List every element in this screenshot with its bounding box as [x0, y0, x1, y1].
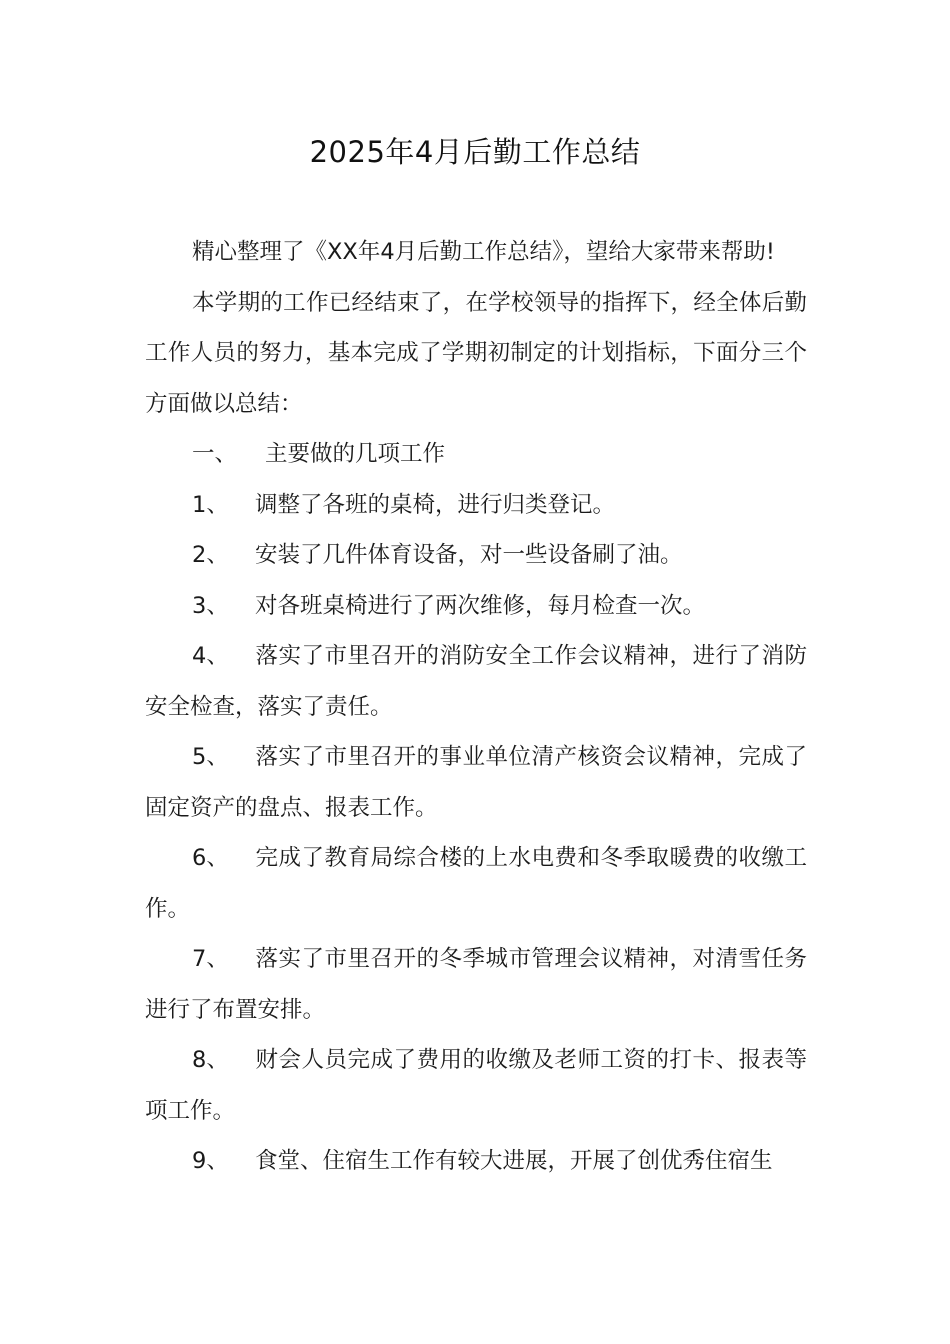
item-text: 落实了市里召开的冬季城市管理会议精神，对清雪任务进行了布置安排。	[145, 946, 807, 1023]
item-number: 2、	[192, 542, 229, 568]
section-heading	[145, 429, 807, 480]
item-text: 落实了市里召开的事业单位清产核资会议精神，完成了固定资产的盘点、报表工作。	[145, 744, 807, 821]
item-number: 8、	[192, 1047, 229, 1073]
item-number: 5、	[192, 744, 229, 770]
list-item	[145, 1035, 807, 1136]
item-number: 1、	[192, 491, 229, 518]
list-item	[145, 833, 807, 934]
item-text: 完成了教育局综合楼的上水电费和冬季取暖费的收缴工作。	[145, 845, 807, 922]
item-number: 7、	[192, 946, 229, 972]
list-item	[145, 530, 807, 581]
list-item	[145, 631, 807, 732]
item-text: 落实了市里召开的消防安全工作会议精神，进行了消防安全检查，落实了责任。	[145, 643, 807, 720]
list-item	[145, 581, 807, 632]
item-number: 9、	[192, 1148, 229, 1174]
section-number: 一、	[192, 441, 238, 467]
item-text: 对各班桌椅进行了两次维修，每月检查一次。	[255, 592, 706, 619]
intro-paragraph: 精心整理了《XX年4月后勤工作总结》，望给大家带来帮助!	[192, 239, 775, 265]
document-body	[145, 227, 807, 1187]
document-title: 2025年4月后勤工作总结	[309, 135, 641, 169]
section-heading-text: 主要做的几项工作	[265, 441, 446, 467]
list-item	[145, 1136, 807, 1187]
opening-paragraph: 本学期的工作已经结束了，在学校领导的指挥下，经全体后勤工作人员的努力，基本完成了学期初制定的计划指标，下面分三个方面做以总结：	[145, 289, 807, 417]
item-number: 6、	[192, 845, 229, 871]
item-number: 3、	[192, 592, 229, 619]
item-text: 食堂、住宿生工作有较大进展，开展了创优秀住宿生	[255, 1148, 773, 1174]
item-text: 调整了各班的桌椅，进行归类登记。	[255, 491, 616, 518]
item-text: 财会人员完成了费用的收缴及老师工资的打卡、报表等项工作。	[145, 1047, 807, 1124]
list-item	[145, 480, 807, 531]
list-item	[145, 732, 807, 833]
item-text: 安装了几件体育设备，对一些设备刷了油。	[255, 542, 683, 568]
list-item	[145, 934, 807, 1035]
item-number: 4、	[192, 643, 229, 669]
